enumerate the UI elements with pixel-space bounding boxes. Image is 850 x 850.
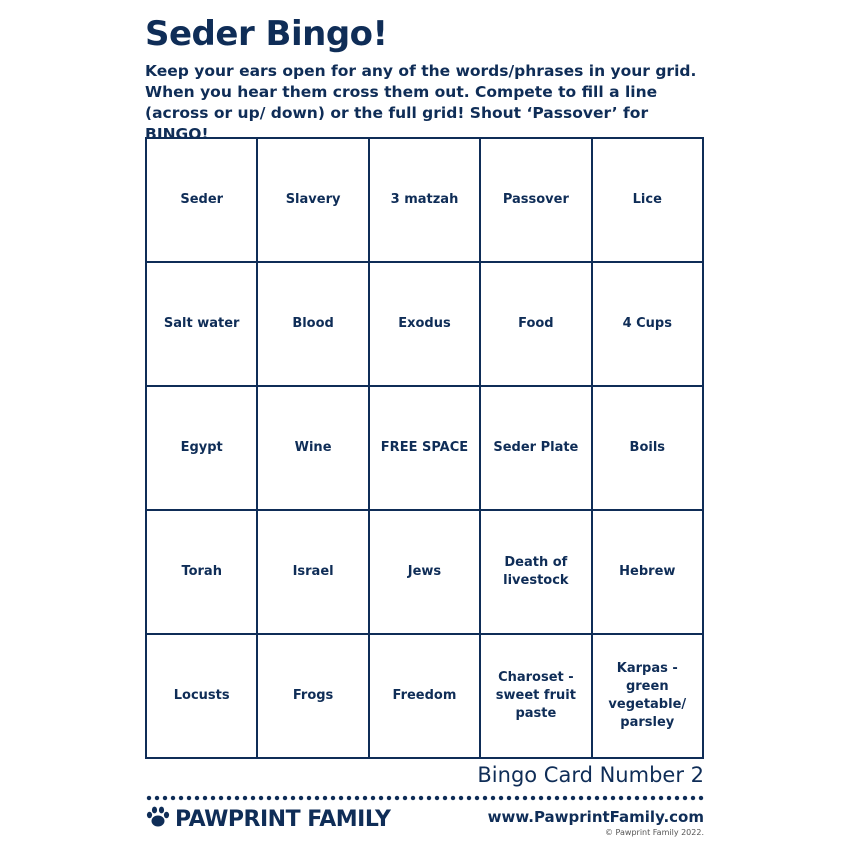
grid-cell[interactable]: Passover — [480, 138, 591, 262]
paw-icon — [145, 805, 171, 833]
grid-cell[interactable]: Boils — [592, 386, 703, 510]
grid-cell[interactable]: Egypt — [146, 386, 257, 510]
free-space-cell[interactable]: FREE SPACE — [369, 386, 480, 510]
grid-cell[interactable]: 3 matzah — [369, 138, 480, 262]
card-number: Bingo Card Number 2 — [477, 763, 704, 787]
grid-cell[interactable]: Lice — [592, 138, 703, 262]
grid-row — [146, 634, 703, 758]
grid-cell[interactable]: 4 Cups — [592, 262, 703, 386]
grid-cell[interactable]: Exodus — [369, 262, 480, 386]
grid-row — [146, 262, 703, 386]
instructions: Keep your ears open for any of the words/phrases in your grid. When you hear them cross them out. Compete to fill a line (across or up/ down) or the full grid! Shout ‘Passover’ for BINGO! — [145, 62, 697, 143]
grid-cell[interactable]: Food — [480, 262, 591, 386]
grid-cell[interactable]: Jews — [369, 510, 480, 634]
brand-logo — [145, 805, 390, 833]
grid-cell[interactable]: Israel — [257, 510, 368, 634]
grid-cell[interactable]: Hebrew — [592, 510, 703, 634]
grid-cell[interactable]: Frogs — [257, 634, 368, 758]
grid-cell[interactable]: Death of livestock — [480, 510, 591, 634]
brand-name: PAWPRINT FAMILY — [175, 806, 391, 832]
grid-cell[interactable]: Seder — [146, 138, 257, 262]
grid-cell[interactable]: Locusts — [146, 634, 257, 758]
bingo-grid — [145, 137, 704, 759]
grid-cell[interactable]: Slavery — [257, 138, 368, 262]
grid-row — [146, 138, 703, 262]
grid-cell[interactable]: Seder Plate — [480, 386, 591, 510]
website-link[interactable]: www.PawprintFamily.com — [487, 808, 704, 826]
grid-cell[interactable]: Wine — [257, 386, 368, 510]
grid-cell[interactable]: Salt water — [146, 262, 257, 386]
grid-row — [146, 386, 703, 510]
grid-row — [146, 510, 703, 634]
copyright: © Pawprint Family 2022. — [605, 828, 704, 837]
grid-cell[interactable]: Torah — [146, 510, 257, 634]
dotted-divider — [145, 795, 705, 801]
grid-cell[interactable]: Karpas - green vegetable/ parsley — [592, 634, 703, 758]
grid-cell[interactable]: Blood — [257, 262, 368, 386]
page-title: Seder Bingo! — [145, 14, 388, 54]
grid-cell[interactable]: Freedom — [369, 634, 480, 758]
grid-cell[interactable]: Charoset - sweet fruit paste — [480, 634, 591, 758]
